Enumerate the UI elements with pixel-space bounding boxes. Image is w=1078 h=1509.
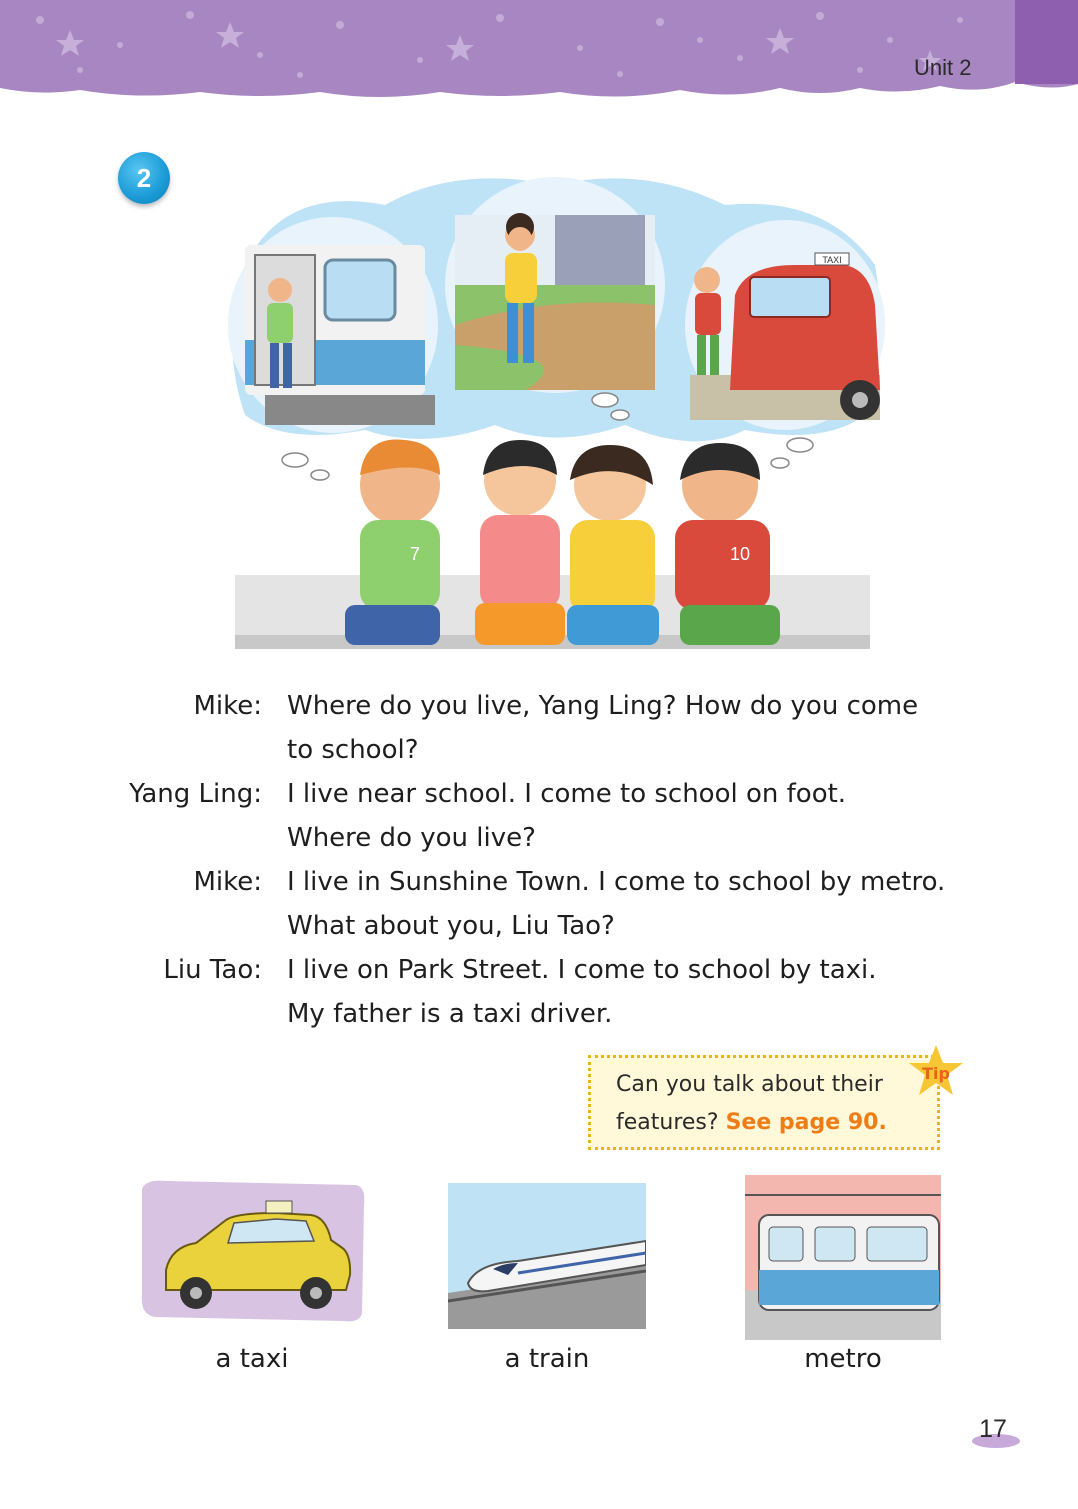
speaker-name: Mike:: [193, 691, 262, 721]
speech-text: My father is a taxi driver.: [287, 999, 613, 1029]
tip-text: Can you talk about their: [616, 1072, 883, 1097]
dialogue-line: [0, 860, 1078, 904]
child-su-hai: [567, 445, 659, 645]
speaker-name: Mike:: [193, 867, 262, 897]
tip-text-line2: [616, 1110, 887, 1135]
walking-thought-bubble: [445, 177, 665, 393]
dialogue-line: [0, 816, 1078, 860]
section-number-badge: 2: [118, 152, 170, 204]
svg-text:TAXI: TAXI: [822, 255, 842, 265]
vocab-label-metro: metro: [804, 1344, 882, 1374]
speech-text: I live on Park Street. I come to school by taxi.: [287, 955, 877, 985]
speaker-name: Liu Tao:: [163, 955, 262, 985]
story-illustration: [225, 175, 885, 660]
dialogue-line: [0, 728, 1078, 772]
speech-text: to school?: [287, 735, 419, 765]
metro-icon: [745, 1175, 941, 1340]
tip-badge-label: Tip: [922, 1064, 950, 1083]
tip-text: features?: [616, 1110, 719, 1135]
tip-star-icon: [906, 1043, 966, 1099]
jersey-number-mike: 7: [410, 544, 421, 564]
vocab-label-taxi: a taxi: [215, 1344, 289, 1374]
speech-text: Where do you live?: [287, 823, 536, 853]
metro-thought-bubble: [228, 217, 438, 433]
page-number: 17: [979, 1415, 1007, 1443]
child-yang-ling: [475, 440, 565, 645]
page-number-area: [966, 1415, 1026, 1455]
dialogue-line: [0, 992, 1078, 1036]
train-icon: [448, 1183, 646, 1329]
speech-text: I live in Sunshine Town. I come to school by metro.: [287, 867, 946, 897]
tip-page-link[interactable]: See page 90.: [725, 1110, 887, 1135]
taxi-thought-bubble: [685, 220, 885, 430]
speech-text: I live near school. I come to school on foot.: [287, 779, 847, 809]
dialogue-line: [0, 948, 1078, 992]
speech-text: What about you, Liu Tao?: [287, 911, 615, 941]
speaker-name: Yang Ling:: [129, 779, 262, 809]
dialogue-line: [0, 904, 1078, 948]
tip-box: [588, 1055, 940, 1150]
taxi-icon: [136, 1175, 368, 1325]
speech-text: Where do you live, Yang Ling? How do you come: [287, 691, 919, 721]
unit-label: Unit 2: [914, 55, 972, 80]
child-liu-tao: [675, 443, 780, 645]
dialogue-line: [0, 684, 1078, 728]
vocab-label-train: a train: [504, 1344, 590, 1374]
dialogue-line: [0, 772, 1078, 816]
jersey-number-liu-tao: 10: [730, 544, 751, 564]
child-mike: [345, 439, 440, 645]
